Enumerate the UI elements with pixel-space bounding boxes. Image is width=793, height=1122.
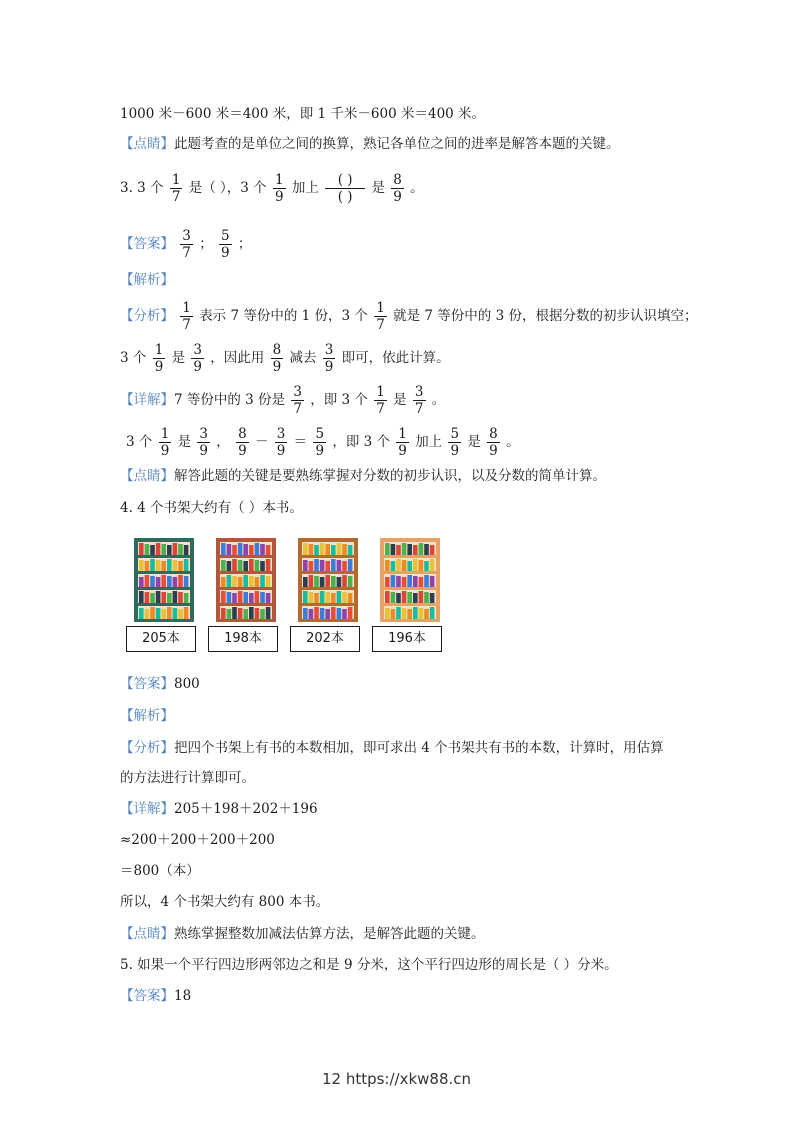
q3-text: 加上 <box>291 180 319 196</box>
bookshelf-image <box>378 536 450 624</box>
fraction: $\frac{1}{7}$ <box>171 172 181 205</box>
fraction: $\frac{8}{9}$ <box>393 172 402 205</box>
jiexi-tag: 【解析】 <box>120 708 174 724</box>
xiangjie-tag: 【详解】 <box>120 801 174 817</box>
fraction: $\frac{3}{9}$ <box>193 342 202 375</box>
calc-step-3: ＝800（本） <box>120 863 200 879</box>
q3-prefix: 3. 3 个 <box>120 180 164 196</box>
fenxi-tag: 【分析】 <box>120 308 174 324</box>
shelf-count-label: 202本 <box>290 626 360 652</box>
answer-5 <box>120 986 191 1006</box>
shelf-count-label: 196本 <box>372 626 442 652</box>
answer-4 <box>120 674 200 694</box>
fraction: $\frac{3}{9}$ <box>199 426 208 459</box>
fraction: $\frac{1}{7}$ <box>376 384 385 417</box>
fraction: $\frac{3}{7}$ <box>293 384 302 417</box>
jiexi-tag: 【解析】 <box>120 272 174 288</box>
dianjing-tag: 【点睛】 <box>120 926 174 942</box>
question-3 <box>120 172 424 205</box>
calc-step-2: ≈200＋200＋200＋200 <box>120 832 275 848</box>
xiangjie-tag: 【详解】 <box>120 392 174 408</box>
xiangjie-3-continued: 3 个 $\frac{1}{9}$ 是 $\frac{3}{9}$ ， $\frac{8}{9}$ － $\frac{3}{9}$ ＝ $\frac{5}{9}$ ，即 3 个 $\frac{1}{9}$ 加上 $\frac{5}{9}$ 是 $\frac{8}{9}$ 。 <box>126 426 520 459</box>
fraction: $\frac{1}{7}$ <box>182 300 191 333</box>
answer-tag: 【答案】 <box>120 236 174 252</box>
q3-text: 。 <box>410 180 424 196</box>
fraction: $\frac{8}{9}$ <box>489 426 498 459</box>
answer-3: 【答案】 $\frac{3}{7}$ ； $\frac{5}{9}$ ； <box>120 228 252 261</box>
question-5: 5. 如果一个平行四边形两邻边之和是 9 分米，这个平行四边形的周长是（ ）分米。 <box>120 957 618 973</box>
q3-text: 是 <box>371 180 385 196</box>
fraction: $\frac{3}{9}$ <box>276 426 286 459</box>
bookshelf-image <box>214 536 286 624</box>
q3-text: 是（ ），3 个 <box>188 180 267 196</box>
calc-line: 1000 米－600 米＝400 米，即 1 千米－600 米＝400 米。 <box>120 106 486 122</box>
fenxi-4: 【分析】把四个书架上有书的本数相加，即可求出 4 个书架共有书的本数，计算时，用估算 <box>120 740 664 756</box>
conclusion-4: 所以，4 个书架大约有 800 本书。 <box>120 894 330 910</box>
xiangjie-4: 【详解】205＋198＋202＋196 <box>120 801 318 817</box>
fraction: $\frac{1}{9}$ <box>160 426 170 459</box>
fraction: $\frac{8}{9}$ <box>238 426 247 459</box>
dianjing-text: 此题考查的是单位之间的换算，熟记各单位之间的进率是解答本题的关键。 <box>174 136 620 152</box>
fraction: $\frac{5}{9}$ <box>220 228 230 261</box>
fraction: $\frac{3}{9}$ <box>324 342 334 375</box>
fraction: $\frac{1}{9}$ <box>398 426 407 459</box>
xiangjie-3: 【详解】7 等份中的 3 份是 $\frac{3}{7}$ ，即 3 个 $\frac{1}{7}$ 是 $\frac{3}{7}$ 。 <box>120 384 446 417</box>
question-4: 4. 4 个书架大约有（ ）本书。 <box>120 500 303 516</box>
fraction: $\frac{3}{7}$ <box>182 228 191 261</box>
dianjing-tag: 【点睛】 <box>120 468 174 484</box>
fraction: $\frac{8}{9}$ <box>272 342 282 375</box>
fenxi-tag: 【分析】 <box>120 740 174 756</box>
answer-tag: 【答案】 <box>120 676 174 692</box>
shelf-count-label: 198本 <box>208 626 278 652</box>
page-footer: 12 https://xkw88.cn <box>321 1070 472 1088</box>
dianjing-3: 【点睛】解答此题的关键是要熟练掌握对分数的初步认识，以及分数的简单计算。 <box>120 468 606 484</box>
fenxi-3-continued: 3 个 $\frac{1}{9}$ 是 $\frac{3}{9}$ ，因此用 $\frac{8}{9}$ 减去 $\frac{3}{9}$ 即可，依此计算。 <box>120 342 450 375</box>
bookshelf-image <box>296 536 368 624</box>
dianjing-4: 【点睛】熟练掌握整数加减法估算方法，是解答此题的关键。 <box>120 926 485 942</box>
shelf-count-label: 205本 <box>126 626 196 652</box>
bookshelf-image <box>132 536 204 624</box>
fraction: $\frac{5}{9}$ <box>315 426 325 459</box>
fenxi-3: 【分析】 $\frac{1}{7}$ 表示 7 等份中的 1 份，3 个 $\frac{1}{7}$ 就是 7 等份中的 3 份，根据分数的初步认识填空； <box>120 300 698 333</box>
fraction: $\frac{1}{7}$ <box>376 300 385 333</box>
fraction: $\frac{3}{7}$ <box>414 384 424 417</box>
fenxi-4-continued: 的方法进行计算即可。 <box>120 770 255 786</box>
answer-value: 18 <box>174 988 192 1004</box>
fraction: $\frac{1}{9}$ <box>154 342 164 375</box>
fraction: $\frac{1}{9}$ <box>274 172 284 205</box>
dianjing-tag: 【点睛】 <box>120 136 174 152</box>
answer-value: 800 <box>174 676 200 692</box>
blank-fraction: $\frac{( )}{( )}$ <box>325 172 365 205</box>
fraction: $\frac{5}{9}$ <box>450 426 460 459</box>
dianjing-1 <box>120 134 620 154</box>
answer-tag: 【答案】 <box>120 988 174 1004</box>
